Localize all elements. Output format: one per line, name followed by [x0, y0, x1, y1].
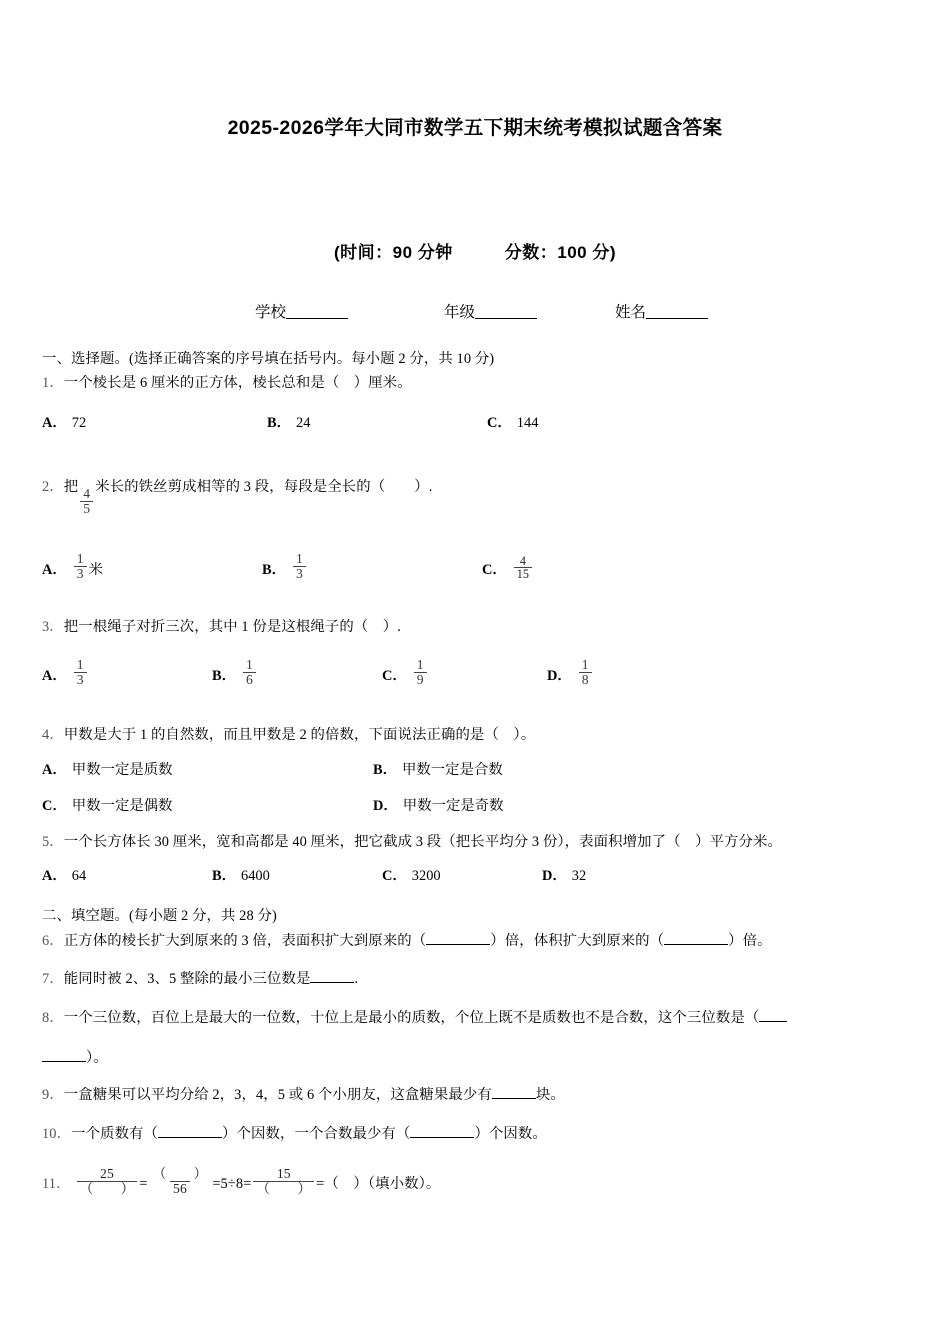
page-title: 2025-2026学年大同市数学五下期末统考模拟试题含答案	[227, 117, 723, 139]
option-1-c-label: C．	[487, 414, 512, 431]
option-4-d-value: 甲数一定是奇数	[402, 797, 504, 814]
question-3-text: 把一根绳子对折三次，其中 1 份是这根绳子的（ ）.	[63, 618, 401, 635]
question-6-blank-2[interactable]	[664, 931, 728, 945]
option-2-c[interactable]	[482, 552, 534, 581]
option-5-a-label: A．	[42, 868, 67, 885]
option-5-c[interactable]	[382, 865, 542, 887]
question-2-fraction-numerator: 4	[83, 486, 91, 502]
question-5-options	[42, 865, 914, 887]
option-2-a-numerator: 1	[76, 551, 84, 567]
question-11-eq-3: =（ ）（填小数）。	[316, 1176, 441, 1193]
option-4-d[interactable]	[373, 795, 504, 817]
option-4-c[interactable]	[42, 795, 373, 817]
option-4-d-label: D．	[373, 797, 398, 814]
question-3-options	[42, 658, 914, 687]
option-3-a-fraction	[74, 658, 87, 687]
question-3	[42, 616, 914, 638]
option-5-a[interactable]	[42, 865, 212, 887]
exam-body	[42, 348, 914, 1196]
question-2	[42, 476, 914, 516]
question-5-text: 一个长方体长 30 厘米，宽和高都是 40 厘米，把它截成 3 段（把长平均分 3 份），表面积增加了（ ）平方分米。	[63, 833, 783, 850]
option-2-a[interactable]	[42, 552, 262, 581]
option-3-c-fraction	[414, 658, 427, 687]
question-2-fraction-denominator: 5	[80, 501, 93, 516]
question-8-part1: 一个三位数，百位上是最大的一位数，十位上是最小的质数，个位上既不是质数也不是合数，这个三位数是（	[63, 1009, 760, 1026]
school-blank[interactable]	[286, 304, 348, 319]
option-1-a-label: A．	[42, 414, 67, 431]
option-3-a-label: A．	[42, 667, 67, 684]
question-11-fraction-2-numerator[interactable]: （ ）	[152, 1165, 208, 1181]
question-8-part2: ）。	[86, 1049, 108, 1066]
question-6-number: 6．	[42, 932, 64, 949]
option-2-c-label: C．	[482, 561, 507, 578]
question-4-number: 4．	[42, 726, 64, 743]
question-6-part1: 正方体的棱长扩大到原来的 3 倍，表面积扩大到原来的（	[63, 932, 427, 949]
question-11-fraction-1-denominator[interactable]: （ ）	[77, 1181, 138, 1196]
option-5-c-value: 3200	[411, 868, 441, 885]
name-label: 姓名	[615, 304, 647, 321]
option-4-a-value: 甲数一定是质数	[71, 762, 173, 779]
option-3-d-label: D．	[547, 667, 572, 684]
option-1-b-value: 24	[296, 414, 311, 431]
option-2-b[interactable]	[262, 552, 482, 581]
question-5	[42, 831, 914, 853]
option-2-b-denominator: 3	[293, 566, 306, 581]
question-9-part1: 一盒糖果可以平均分给 2，3，4，5 或 6 个小朋友，这盒糖果最少有	[63, 1087, 492, 1104]
section-heading-choice: 一、选择题。(选择正确答案的序号填在括号内。每小题 2 分，共 10 分)	[42, 351, 495, 367]
question-8-blank-1b[interactable]	[42, 1048, 86, 1062]
question-1-options	[42, 412, 914, 434]
question-11	[42, 1167, 914, 1196]
question-7-number: 7．	[42, 971, 64, 988]
option-5-b-label: B．	[212, 868, 236, 885]
option-5-c-label: C．	[382, 868, 407, 885]
option-3-b-numerator: 1	[246, 657, 253, 673]
option-1-c[interactable]	[487, 412, 538, 434]
school-label: 学校	[255, 304, 287, 321]
question-10-blank-1[interactable]	[158, 1124, 222, 1138]
question-10-part3: ）个因数。	[474, 1125, 547, 1142]
question-7	[42, 968, 914, 990]
question-9-number: 9．	[42, 1087, 64, 1104]
identity-line	[255, 300, 855, 322]
option-4-b-value: 甲数一定是合数	[402, 762, 503, 779]
option-2-a-fraction	[74, 552, 87, 581]
question-11-eq-1: =	[139, 1176, 148, 1193]
question-11-fraction-3-denominator[interactable]: （ ）	[253, 1181, 314, 1196]
option-5-d[interactable]	[542, 865, 586, 887]
option-2-c-denominator: 15	[514, 567, 532, 580]
option-2-c-fraction	[514, 555, 532, 581]
question-6-part2: ）倍，体积扩大到原来的（	[490, 932, 665, 949]
exam-meta	[0, 238, 950, 263]
option-5-d-value: 32	[571, 868, 587, 885]
option-3-d-numerator: 1	[581, 657, 589, 673]
option-1-c-value: 144	[516, 414, 539, 431]
option-2-b-numerator: 1	[296, 551, 303, 567]
option-4-b-label: B．	[373, 762, 397, 779]
grade-label: 年级	[444, 304, 476, 321]
option-4-c-label: C．	[42, 797, 67, 814]
option-2-c-numerator: 4	[519, 554, 526, 569]
option-3-a-denominator: 3	[74, 672, 87, 687]
option-2-a-denominator: 3	[74, 566, 87, 581]
question-2-options	[42, 552, 914, 581]
question-11-eq-2: =5÷8=	[212, 1176, 252, 1193]
option-4-c-value: 甲数一定是偶数	[71, 797, 173, 814]
option-3-c[interactable]	[382, 658, 547, 687]
question-4-options-row1	[42, 759, 914, 781]
question-6-part3: ）倍。	[728, 932, 772, 949]
question-10	[42, 1123, 914, 1145]
question-8-continued	[42, 1047, 914, 1069]
question-1-text: 一个棱长是 6 厘米的正方体，棱长总和是（ ）厘米。	[63, 375, 412, 392]
question-7-blank-1[interactable]	[310, 969, 354, 983]
question-10-part2: ）个因数，一个合数最少有（	[222, 1125, 411, 1142]
time-label: (时间：90 分钟	[333, 243, 453, 262]
option-3-b-label: B．	[212, 667, 236, 684]
question-6	[42, 930, 914, 952]
option-2-a-label: A．	[42, 561, 67, 578]
question-4-text: 甲数是大于 1 的自然数，而且甲数是 2 的倍数，下面说法正确的是（ ）。	[63, 726, 536, 743]
question-2-number: 2．	[42, 478, 64, 495]
option-3-a-numerator: 1	[76, 657, 84, 673]
option-3-a[interactable]	[42, 658, 212, 687]
option-3-d-fraction	[579, 658, 592, 687]
question-10-blank-2[interactable]	[410, 1124, 474, 1138]
question-5-number: 5．	[42, 833, 64, 850]
option-2-b-label: B．	[262, 561, 286, 578]
question-10-part1: 一个质数有（	[71, 1125, 159, 1142]
option-2-a-unit: 米	[88, 561, 103, 578]
question-11-fraction-1-numerator: 25	[100, 1165, 114, 1181]
question-11-number: 11．	[42, 1176, 71, 1193]
option-5-d-label: D．	[542, 868, 567, 885]
question-11-fraction-3-numerator: 15	[276, 1165, 291, 1181]
option-4-b[interactable]	[373, 759, 503, 781]
option-3-d-denominator: 8	[579, 672, 592, 687]
question-8-number: 8．	[42, 1009, 64, 1026]
option-2-b-fraction	[293, 552, 306, 581]
option-3-c-label: C．	[382, 667, 407, 684]
option-5-a-value: 64	[71, 868, 87, 885]
question-2-fraction	[80, 487, 93, 516]
name-blank[interactable]	[646, 304, 708, 319]
question-11-fraction-3[interactable]	[253, 1167, 314, 1196]
option-4-a-label: A．	[42, 762, 67, 779]
question-4	[42, 724, 914, 746]
question-11-fraction-1[interactable]	[77, 1167, 138, 1196]
question-9-blank-1[interactable]	[492, 1085, 536, 1099]
question-7-part1: 能同时被 2、3、5 整除的最小三位数是	[63, 971, 311, 988]
question-8	[42, 1007, 914, 1029]
option-3-b-fraction	[243, 658, 256, 687]
option-4-a[interactable]	[42, 759, 373, 781]
question-9-part2: 块。	[535, 1087, 565, 1104]
option-5-b[interactable]	[212, 865, 382, 887]
option-1-b[interactable]	[267, 412, 487, 434]
option-3-b-denominator: 6	[243, 672, 256, 687]
question-8-blank-1a[interactable]	[759, 1008, 787, 1022]
question-1-number: 1．	[42, 375, 64, 392]
option-3-c-numerator: 1	[416, 657, 424, 673]
score-label: 分数：100 分)	[504, 243, 617, 262]
option-3-d[interactable]	[547, 658, 594, 687]
option-3-b[interactable]	[212, 658, 382, 687]
question-4-options-row2	[42, 795, 914, 817]
option-1-b-label: B．	[267, 414, 291, 431]
section-heading-fill: 二、填空题。(每小题 2 分，共 28 分)	[42, 907, 277, 924]
question-10-number: 10．	[42, 1125, 72, 1142]
question-11-fraction-2-denominator: 56	[170, 1181, 190, 1196]
question-11-fraction-2[interactable]	[150, 1167, 211, 1196]
question-2-stem-before: 把	[63, 478, 79, 495]
option-3-c-denominator: 9	[414, 672, 427, 687]
question-3-number: 3．	[42, 618, 64, 635]
question-7-part2: .	[354, 971, 359, 988]
option-1-a[interactable]	[42, 412, 267, 434]
option-5-b-value: 6400	[241, 868, 270, 885]
grade-blank[interactable]	[475, 304, 537, 319]
question-9	[42, 1084, 914, 1106]
option-1-a-value: 72	[71, 414, 87, 431]
question-1	[42, 372, 914, 394]
question-6-blank-1[interactable]	[426, 931, 490, 945]
question-2-stem-after: 米长的铁丝剪成相等的 3 段，每段是全长的（ ）.	[95, 478, 433, 495]
